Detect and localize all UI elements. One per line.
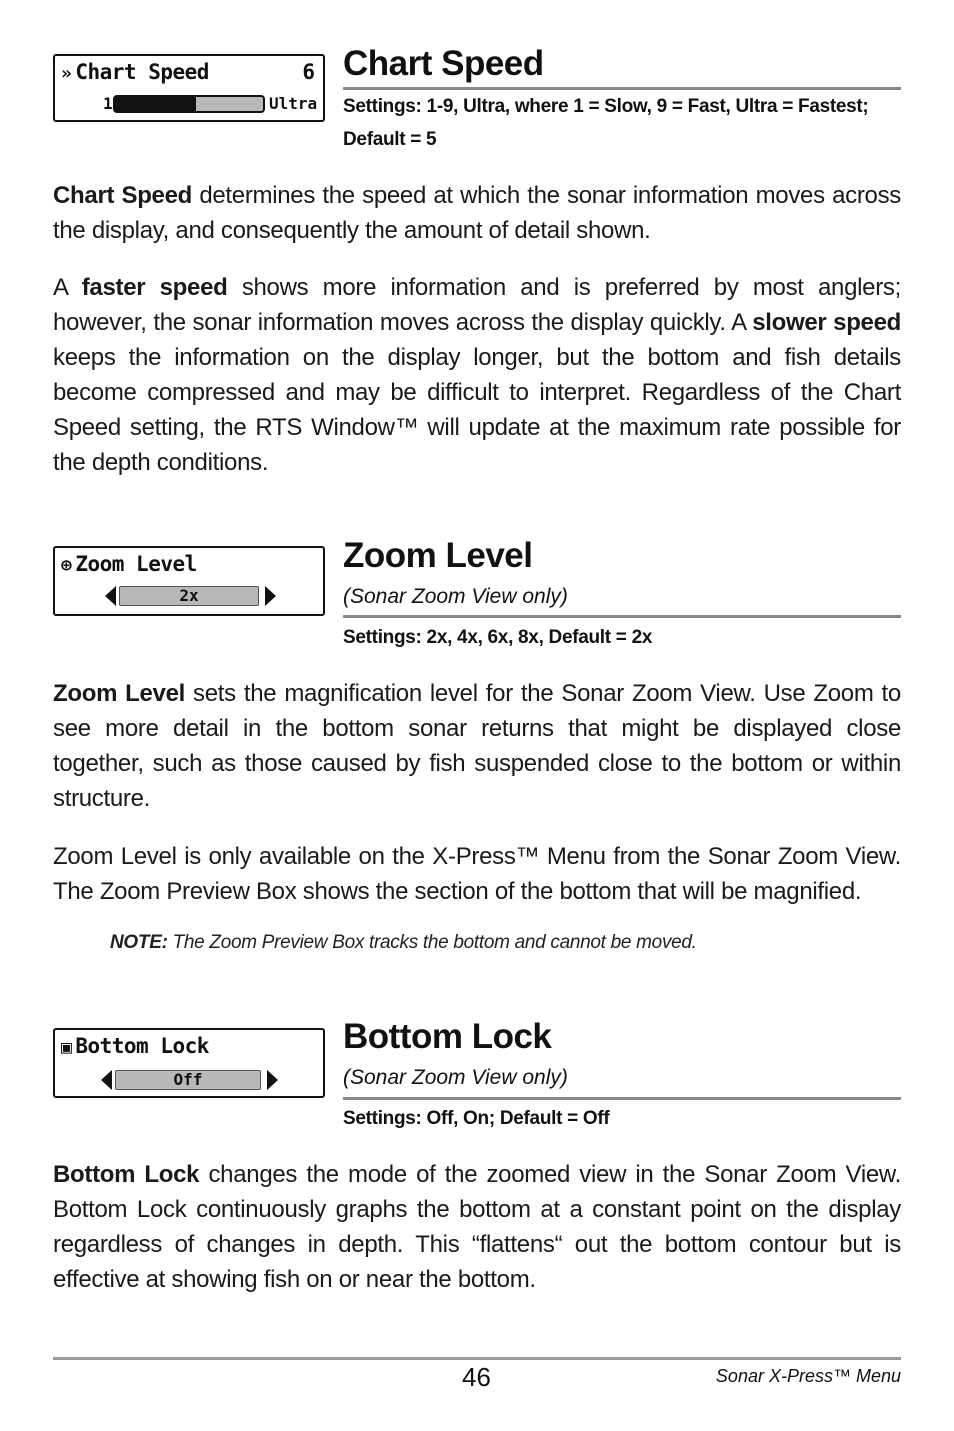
footer-section-title: Sonar X-Press™ Menu bbox=[715, 1366, 901, 1386]
zoom-level-left-arrow-icon bbox=[105, 586, 116, 606]
zoom-level-subtitle: (Sonar Zoom View only) bbox=[343, 585, 568, 608]
chart-speed-min-label: 1 bbox=[103, 94, 113, 113]
chart-speed-max-label: Ultra bbox=[269, 94, 318, 113]
bottom-lock-paragraph-1: Bottom Lock changes the mode of the zoomed view in the Sonar Zoom View. Bottom Lock continuously graphs the bottom at a constant point on the display regardless of changes in depth. This “flattens“ out the bottom contour but is effective at showing fish on or near the bottom. bbox=[53, 1161, 901, 1293]
chart-speed-paragraph-2: A faster speed shows more information and is preferred by most anglers; however, the sonar information moves across the display quickly. A slower speed keeps the information on the display longer, but the bottom and fish details become compressed and may be difficult to interpret. Regardless of the Chart Speed setting, the RTS Window™ will update at the maximum rate possible for the depth conditions. bbox=[53, 274, 902, 476]
bottom-lock-heading: Bottom Lock bbox=[343, 1017, 552, 1056]
chart-speed-paragraph-1: Chart Speed determines the speed at which the sonar information moves across the display, and consequently the amount of detail shown. bbox=[53, 182, 901, 244]
chart-speed-heading: Chart Speed bbox=[343, 44, 544, 83]
chart-speed-menu-widget bbox=[53, 54, 325, 122]
chart-speed-slider-track bbox=[113, 95, 265, 113]
bottom-lock-menu-widget bbox=[53, 1028, 325, 1098]
bottom-lock-right-arrow-icon bbox=[267, 1070, 278, 1090]
zoom-level-rule bbox=[343, 615, 901, 618]
bottom-lock-left-arrow-icon bbox=[101, 1070, 112, 1090]
zoom-level-note: NOTE: The Zoom Preview Box tracks the bottom and cannot be moved. bbox=[110, 932, 697, 953]
zoom-level-menu-widget bbox=[53, 546, 325, 616]
fast-forward-icon: » bbox=[61, 63, 72, 84]
chart-speed-widget-value: 6 bbox=[302, 60, 315, 84]
zoom-level-paragraph-2: Zoom Level is only available on the X-Press™ Menu from the Sonar Zoom View. The Zoom Preview Box shows the section of the bottom that will be magnified. bbox=[53, 843, 901, 905]
chart-speed-slider-fill bbox=[115, 97, 196, 111]
bottom-lock-subtitle: (Sonar Zoom View only) bbox=[343, 1066, 568, 1089]
chart-speed-settings: Settings: 1-9, Ultra, where 1 = Slow, 9 = Fast, Ultra = Fastest; Default = 5 bbox=[343, 96, 869, 150]
zoom-level-heading: Zoom Level bbox=[343, 536, 533, 575]
zoom-level-right-arrow-icon bbox=[265, 586, 276, 606]
bottom-lock-rule bbox=[343, 1097, 901, 1100]
zoom-level-widget-title: ⊕ Zoom Level bbox=[61, 552, 197, 576]
bottom-lock-settings: Settings: Off, On; Default = Off bbox=[343, 1108, 610, 1129]
zoom-level-value-box: 2x bbox=[119, 586, 259, 606]
page-number: 46 bbox=[462, 1362, 491, 1392]
zoom-level-paragraph-1: Zoom Level sets the magnification level for the Sonar Zoom View. Use Zoom to see more detail in the bottom sonar returns that might be displayed close together, such as those caused by fish suspended close to the bottom or within structure. bbox=[53, 680, 901, 812]
footer-rule bbox=[53, 1357, 901, 1360]
chart-speed-widget-title: » Chart Speed bbox=[61, 60, 209, 84]
bottom-lock-widget-title: ▣ Bottom Lock bbox=[61, 1034, 209, 1058]
zoom-icon: ⊕ bbox=[61, 555, 72, 576]
bottom-lock-value-box: Off bbox=[115, 1070, 261, 1090]
zoom-level-settings: Settings: 2x, 4x, 6x, 8x, Default = 2x bbox=[343, 627, 653, 648]
bottom-lock-icon: ▣ bbox=[61, 1037, 72, 1058]
